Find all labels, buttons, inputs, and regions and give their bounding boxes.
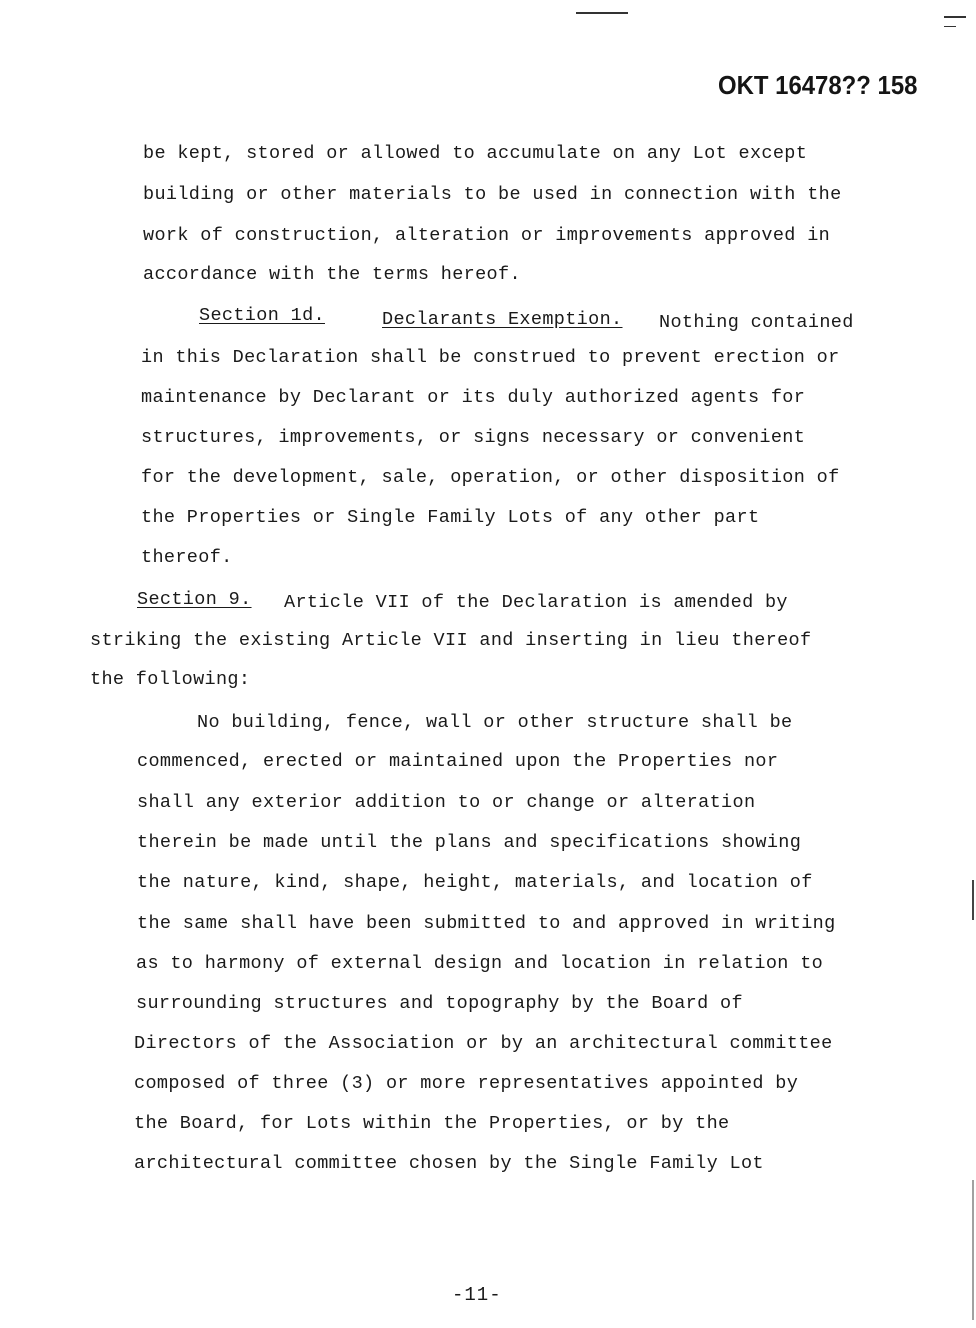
section-1d-line-3: structures, improvements, or signs necessary or convenient [141, 427, 806, 448]
section-1d-first-line: Nothing contained [659, 312, 854, 333]
body-line-2: building or other materials to be used in connection with the [143, 184, 842, 205]
quoted-line-3: shall any exterior addition to or change or alteration [137, 792, 756, 813]
quoted-line-11: the Board, for Lots within the Properties, or by the [134, 1113, 730, 1134]
quoted-line-2: commenced, erected or maintained upon the Properties nor [137, 751, 779, 772]
scan-artifact-margin-2 [972, 1180, 974, 1320]
quoted-line-8: surrounding structures and topography by the Board of [136, 993, 743, 1014]
section-1d-line-1: in this Declaration shall be construed to prevent erection or [141, 347, 840, 368]
body-line-3: work of construction, alteration or improvements approved in [143, 225, 831, 246]
quoted-line-12: architectural committee chosen by the Single Family Lot [134, 1153, 764, 1174]
section-9-label: Section 9. [137, 589, 252, 610]
scan-artifact-right [944, 26, 956, 27]
section-1d-title: Declarants Exemption. [382, 309, 623, 330]
quoted-line-5: the nature, kind, shape, height, materials, and location of [137, 872, 813, 893]
section-9-line-1: striking the existing Article VII and inserting in lieu thereof [90, 630, 812, 651]
scan-artifact-top-right [944, 16, 966, 18]
body-line-4: accordance with the terms hereof. [143, 264, 521, 285]
section-1d-line-5: the Properties or Single Family Lots of any other part [141, 507, 760, 528]
quoted-line-9: Directors of the Association or by an architectural committee [134, 1033, 833, 1054]
quoted-line-1: No building, fence, wall or other structure shall be [197, 712, 793, 733]
section-1d-line-2: maintenance by Declarant or its duly authorized agents for [141, 387, 806, 408]
section-9-line-2: the following: [90, 669, 251, 690]
quoted-line-4: therein be made until the plans and specifications showing [137, 832, 802, 853]
page-number: -11- [452, 1284, 502, 1306]
body-line-1: be kept, stored or allowed to accumulate on any Lot except [143, 143, 808, 164]
section-1d-label: Section 1d. [199, 305, 325, 326]
quoted-line-7: as to harmony of external design and location in relation to [136, 953, 824, 974]
record-stamp: OKT 16478?? 158 [718, 70, 918, 100]
quoted-line-10: composed of three (3) or more representatives appointed by [134, 1073, 799, 1094]
scan-artifact-top [576, 12, 628, 14]
quoted-line-6: the same shall have been submitted to and approved in writing [137, 913, 836, 934]
section-1d-line-4: for the development, sale, operation, or other disposition of [141, 467, 840, 488]
section-1d-line-6: thereof. [141, 547, 233, 568]
scan-artifact-margin-1 [972, 880, 974, 920]
section-9-first-line: Article VII of the Declaration is amended by [284, 592, 788, 613]
